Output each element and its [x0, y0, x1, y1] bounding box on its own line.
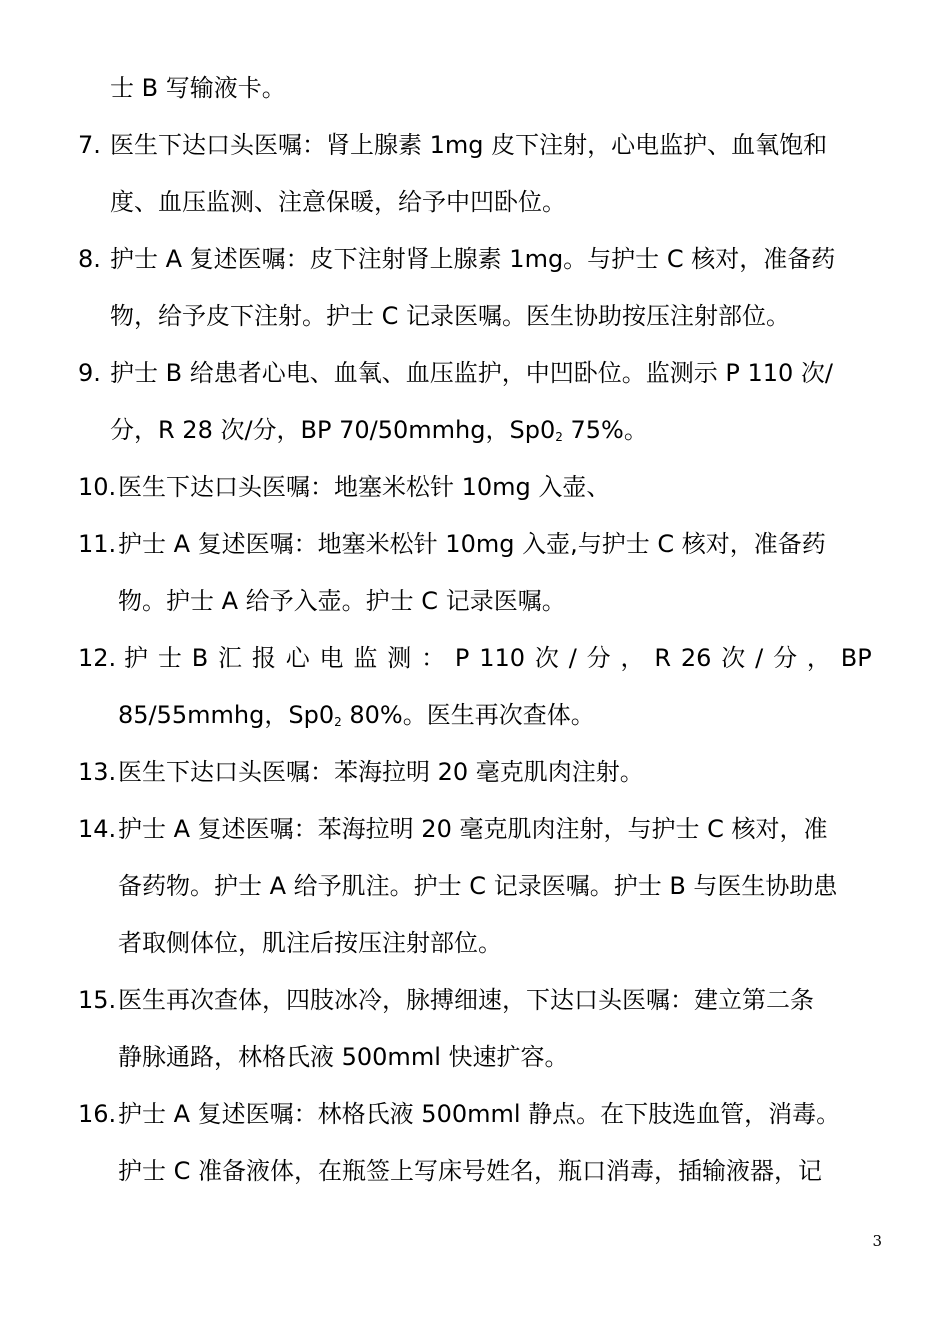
text-line: 护士 A 复述医嘱：苯海拉明 20 毫克肌肉注射，与护士 C 核对，准 [118, 815, 828, 843]
text-line: 护士 A 复述医嘱：林格氏液 500mml 静点。在下肢选血管，消毒。 [118, 1100, 841, 1128]
text-segment: 75%。 [562, 416, 648, 444]
text-token: 次 [534, 644, 559, 672]
text-token: R [654, 644, 672, 672]
text-token: B [191, 644, 209, 672]
item-number: 8. [78, 245, 101, 273]
text-token: / [568, 644, 577, 672]
item-number: 12. [78, 644, 117, 672]
text-token: 报 [251, 644, 276, 672]
subscript: 2 [555, 430, 563, 444]
text-token: 电 [319, 644, 344, 672]
text-token: ： [421, 644, 446, 672]
subscript: 2 [334, 715, 342, 729]
text-token: 分 [773, 644, 798, 672]
item-number: 16. [78, 1100, 117, 1128]
item-number: 14. [78, 815, 117, 843]
text-token: 士 [157, 644, 182, 672]
text-token: P [454, 644, 470, 672]
page-number: 3 [872, 1232, 882, 1250]
text-line: 医生下达口头医嘱：肾上腺素 1mg 皮下注射，心电监护、血氧饱和 [110, 131, 828, 159]
text-line: 士 B 写输液卡。 [110, 74, 286, 102]
text-segment: 80%。医生再次查体。 [341, 701, 595, 729]
text-token: 监 [353, 644, 378, 672]
text-token: 26 [680, 644, 712, 672]
item-number: 13. [78, 758, 117, 786]
text-token: 心 [285, 644, 310, 672]
text-token: 次 [721, 644, 746, 672]
text-segment: 85/55mmhg，Sp0 [118, 701, 335, 729]
text-line: 护士 A 复述医嘱：皮下注射肾上腺素 1mg。与护士 C 核对，准备药 [110, 245, 836, 273]
text-token: / [755, 644, 764, 672]
item-number: 15. [78, 986, 117, 1014]
item-number: 10. [78, 473, 117, 501]
justified-text-line [124, 640, 872, 676]
text-token: ， [620, 644, 645, 672]
item-number: 7. [78, 131, 101, 159]
item-number: 9. [78, 359, 101, 387]
text-line: 者取侧体位，肌注后按压注射部位。 [118, 929, 502, 957]
text-token: 分 [586, 644, 611, 672]
item-number: 11. [78, 530, 117, 558]
text-line: 医生再次查体，四肢冰冷，脉搏细速，下达口头医嘱：建立第二条 [118, 986, 814, 1014]
text-token: 护 [124, 644, 148, 672]
text-token: 汇 [218, 644, 242, 672]
text-token: ， [806, 644, 831, 672]
text-line [110, 412, 648, 448]
text-line: 物。护士 A 给予入壶。护士 C 记录医嘱。 [118, 587, 566, 615]
text-line: 医生下达口头医嘱：地塞米松针 10mg 入壶、 [118, 473, 611, 501]
text-line: 度、血压监测、注意保暖，给予中凹卧位。 [110, 188, 566, 216]
text-line: 护士 C 准备液体，在瓶签上写床号姓名，瓶口消毒，插输液器，记 [118, 1157, 823, 1185]
text-line: 医生下达口头医嘱：苯海拉明 20 毫克肌肉注射。 [118, 758, 644, 786]
text-token: BP [840, 644, 872, 672]
text-line: 备药物。护士 A 给予肌注。护士 C 记录医嘱。护士 B 与医生协助患 [118, 872, 838, 900]
text-token: 110 [479, 644, 526, 672]
text-line: 护士 B 给患者心电、血氧、血压监护，中凹卧位。监测示 P 110 次/ [110, 359, 833, 387]
text-line: 静脉通路，林格氏液 500mml 快速扩容。 [118, 1043, 569, 1071]
text-line: 护士 A 复述医嘱：地塞米松针 10mg 入壶,与护士 C 核对，准备药 [118, 530, 826, 558]
text-line [118, 697, 595, 733]
text-line: 物，给予皮下注射。护士 C 记录医嘱。医生协助按压注射部位。 [110, 302, 791, 330]
text-segment: 分，R 28 次/分，BP 70/50mmhg，Sp0 [110, 416, 556, 444]
text-token: 测 [387, 644, 412, 672]
